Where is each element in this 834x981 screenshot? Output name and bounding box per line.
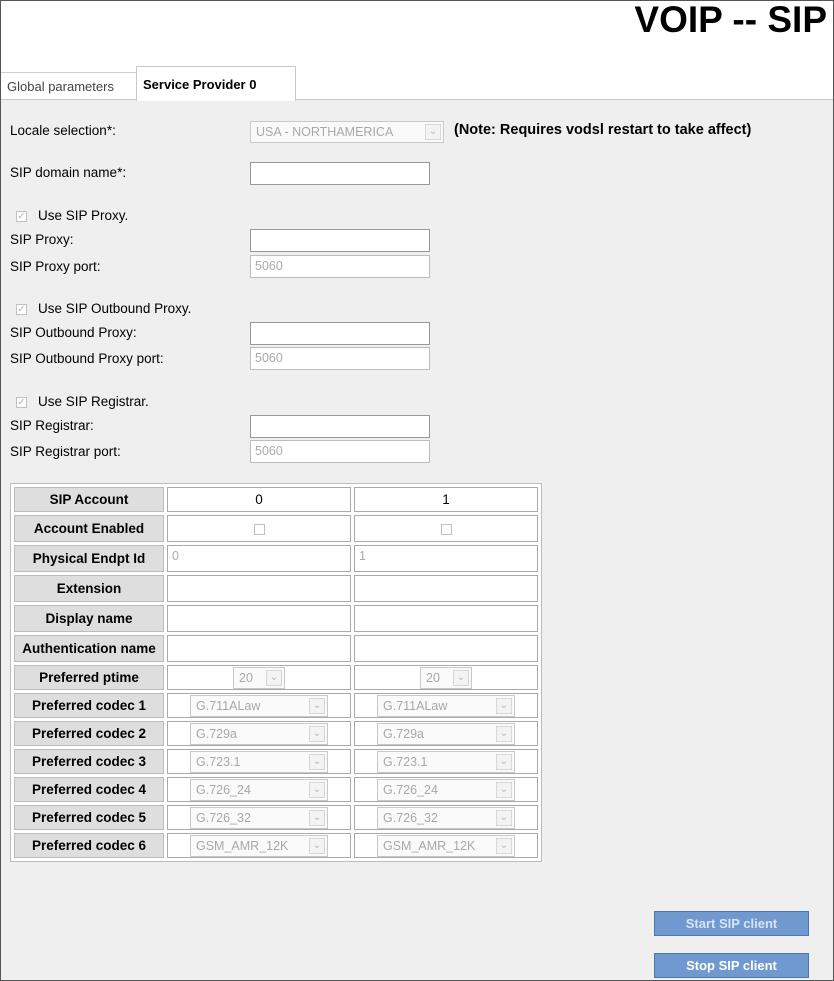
codec5-select-0[interactable]: G.726_32 ⌄ bbox=[190, 807, 328, 829]
tab-service-provider-0[interactable]: Service Provider 0 bbox=[136, 66, 296, 101]
account-number-1: 1 bbox=[354, 487, 538, 512]
codec3-select-1[interactable]: G.723.1 ⌄ bbox=[377, 751, 515, 773]
table-row bbox=[14, 515, 538, 542]
table-row bbox=[14, 545, 538, 572]
domain-input[interactable] bbox=[250, 162, 430, 185]
table-row bbox=[14, 721, 538, 746]
table-row bbox=[14, 635, 538, 662]
chevron-down-icon: ⌄ bbox=[496, 838, 512, 854]
check-icon: ✓ bbox=[17, 397, 26, 408]
table-row bbox=[14, 805, 538, 830]
chevron-down-icon: ⌄ bbox=[309, 838, 325, 854]
display-name-input-1[interactable] bbox=[355, 606, 537, 631]
registrar-port-label: SIP Registrar port: bbox=[10, 444, 121, 459]
table-row bbox=[14, 487, 538, 512]
extension-input-0[interactable] bbox=[168, 576, 350, 601]
proxy-input[interactable] bbox=[250, 229, 430, 252]
locale-note: (Note: Requires vodsl restart to take affect) bbox=[454, 122, 752, 138]
codec5-select-1[interactable]: G.726_32 ⌄ bbox=[377, 807, 515, 829]
use-registrar-label: Use SIP Registrar. bbox=[38, 394, 149, 409]
row-header-sip-account: SIP Account bbox=[14, 487, 164, 512]
auth-name-input-0[interactable] bbox=[168, 636, 350, 661]
row-header-preferred-codec-4: Preferred codec 4 bbox=[14, 777, 164, 802]
display-name-input-0[interactable] bbox=[168, 606, 350, 631]
row-header-preferred-codec-6: Preferred codec 6 bbox=[14, 833, 164, 858]
check-icon: ✓ bbox=[17, 211, 26, 222]
ptime-select-0[interactable]: 20 ⌄ bbox=[233, 667, 285, 689]
chevron-down-icon: ⌄ bbox=[309, 782, 325, 798]
codec6-select-0[interactable]: GSM_AMR_12K ⌄ bbox=[190, 835, 328, 857]
table-row bbox=[14, 693, 538, 718]
table-row bbox=[14, 665, 538, 690]
chevron-down-icon: ⌄ bbox=[496, 754, 512, 770]
registrar-port-input[interactable]: 5060 bbox=[250, 440, 430, 463]
chevron-down-icon: ⌄ bbox=[309, 698, 325, 714]
table-row bbox=[14, 575, 538, 602]
row-header-preferred-codec-2: Preferred codec 2 bbox=[14, 721, 164, 746]
chevron-down-icon: ⌄ bbox=[266, 670, 282, 686]
use-outbound-proxy-label: Use SIP Outbound Proxy. bbox=[38, 301, 192, 316]
chevron-down-icon: ⌄ bbox=[496, 698, 512, 714]
tab-global-parameters[interactable]: Global parameters bbox=[1, 72, 140, 101]
row-header-preferred-ptime: Preferred ptime bbox=[14, 665, 164, 690]
start-sip-client-button[interactable]: Start SIP client bbox=[654, 911, 809, 936]
outbound-proxy-port-input[interactable]: 5060 bbox=[250, 347, 430, 370]
chevron-down-icon: ⌄ bbox=[496, 810, 512, 826]
auth-name-input-1[interactable] bbox=[355, 636, 537, 661]
chevron-down-icon: ⌄ bbox=[453, 670, 469, 686]
chevron-down-icon: ⌄ bbox=[309, 754, 325, 770]
extension-input-1[interactable] bbox=[355, 576, 537, 601]
codec1-select-1[interactable]: G.711ALaw ⌄ bbox=[377, 695, 515, 717]
chevron-down-icon: ⌄ bbox=[496, 726, 512, 742]
codec6-select-1[interactable]: GSM_AMR_12K ⌄ bbox=[377, 835, 515, 857]
row-header-physical-endpt-id: Physical Endpt Id bbox=[14, 545, 164, 572]
proxy-label: SIP Proxy: bbox=[10, 232, 74, 247]
account-number-0: 0 bbox=[167, 487, 351, 512]
use-proxy-label: Use SIP Proxy. bbox=[38, 208, 129, 223]
locale-select[interactable] bbox=[250, 121, 444, 143]
row-header-display-name: Display name bbox=[14, 605, 164, 632]
stop-sip-client-button[interactable]: Stop SIP client bbox=[654, 953, 809, 978]
endpt-id-input-1[interactable]: 1 bbox=[359, 549, 366, 563]
use-outbound-proxy-checkbox[interactable] bbox=[16, 304, 27, 315]
table-row bbox=[14, 605, 538, 632]
chevron-down-icon: ⌄ bbox=[309, 726, 325, 742]
row-header-authentication-name: Authentication name bbox=[14, 635, 164, 662]
outbound-proxy-label: SIP Outbound Proxy: bbox=[10, 325, 137, 340]
chevron-down-icon: ⌄ bbox=[309, 810, 325, 826]
locale-label: Locale selection*: bbox=[10, 123, 116, 138]
use-proxy-checkbox[interactable] bbox=[16, 211, 27, 222]
registrar-input[interactable] bbox=[250, 415, 430, 438]
sip-accounts-table bbox=[10, 483, 542, 862]
codec1-select-0[interactable]: G.711ALaw ⌄ bbox=[190, 695, 328, 717]
use-registrar-checkbox[interactable] bbox=[16, 397, 27, 408]
endpt-id-input-0[interactable]: 0 bbox=[172, 549, 179, 563]
chevron-down-icon: ⌄ bbox=[496, 782, 512, 798]
account-enabled-checkbox-1[interactable] bbox=[441, 524, 452, 535]
table-row bbox=[14, 777, 538, 802]
proxy-port-label: SIP Proxy port: bbox=[10, 259, 101, 274]
row-header-preferred-codec-5: Preferred codec 5 bbox=[14, 805, 164, 830]
row-header-account-enabled: Account Enabled bbox=[14, 515, 164, 542]
ptime-select-1[interactable]: 20 ⌄ bbox=[420, 667, 472, 689]
domain-label: SIP domain name*: bbox=[10, 165, 127, 180]
table-row bbox=[14, 833, 538, 858]
codec2-select-0[interactable]: G.729a ⌄ bbox=[190, 723, 328, 745]
outbound-proxy-port-label: SIP Outbound Proxy port: bbox=[10, 351, 164, 366]
table-row bbox=[14, 749, 538, 774]
account-enabled-checkbox-0[interactable] bbox=[254, 524, 265, 535]
row-header-preferred-codec-3: Preferred codec 3 bbox=[14, 749, 164, 774]
check-icon: ✓ bbox=[17, 304, 26, 315]
codec3-select-0[interactable]: G.723.1 ⌄ bbox=[190, 751, 328, 773]
page-title: VOIP -- SIP bbox=[634, 0, 827, 40]
row-header-extension: Extension bbox=[14, 575, 164, 602]
row-header-preferred-codec-1: Preferred codec 1 bbox=[14, 693, 164, 718]
registrar-label: SIP Registrar: bbox=[10, 418, 94, 433]
codec4-select-1[interactable]: G.726_24 ⌄ bbox=[377, 779, 515, 801]
codec4-select-0[interactable]: G.726_24 ⌄ bbox=[190, 779, 328, 801]
outbound-proxy-input[interactable] bbox=[250, 322, 430, 345]
chevron-down-icon: ⌄ bbox=[425, 124, 441, 140]
codec2-select-1[interactable]: G.729a ⌄ bbox=[377, 723, 515, 745]
proxy-port-input[interactable]: 5060 bbox=[250, 255, 430, 278]
locale-selected-value: USA - NORTHAMERICA bbox=[256, 125, 394, 139]
